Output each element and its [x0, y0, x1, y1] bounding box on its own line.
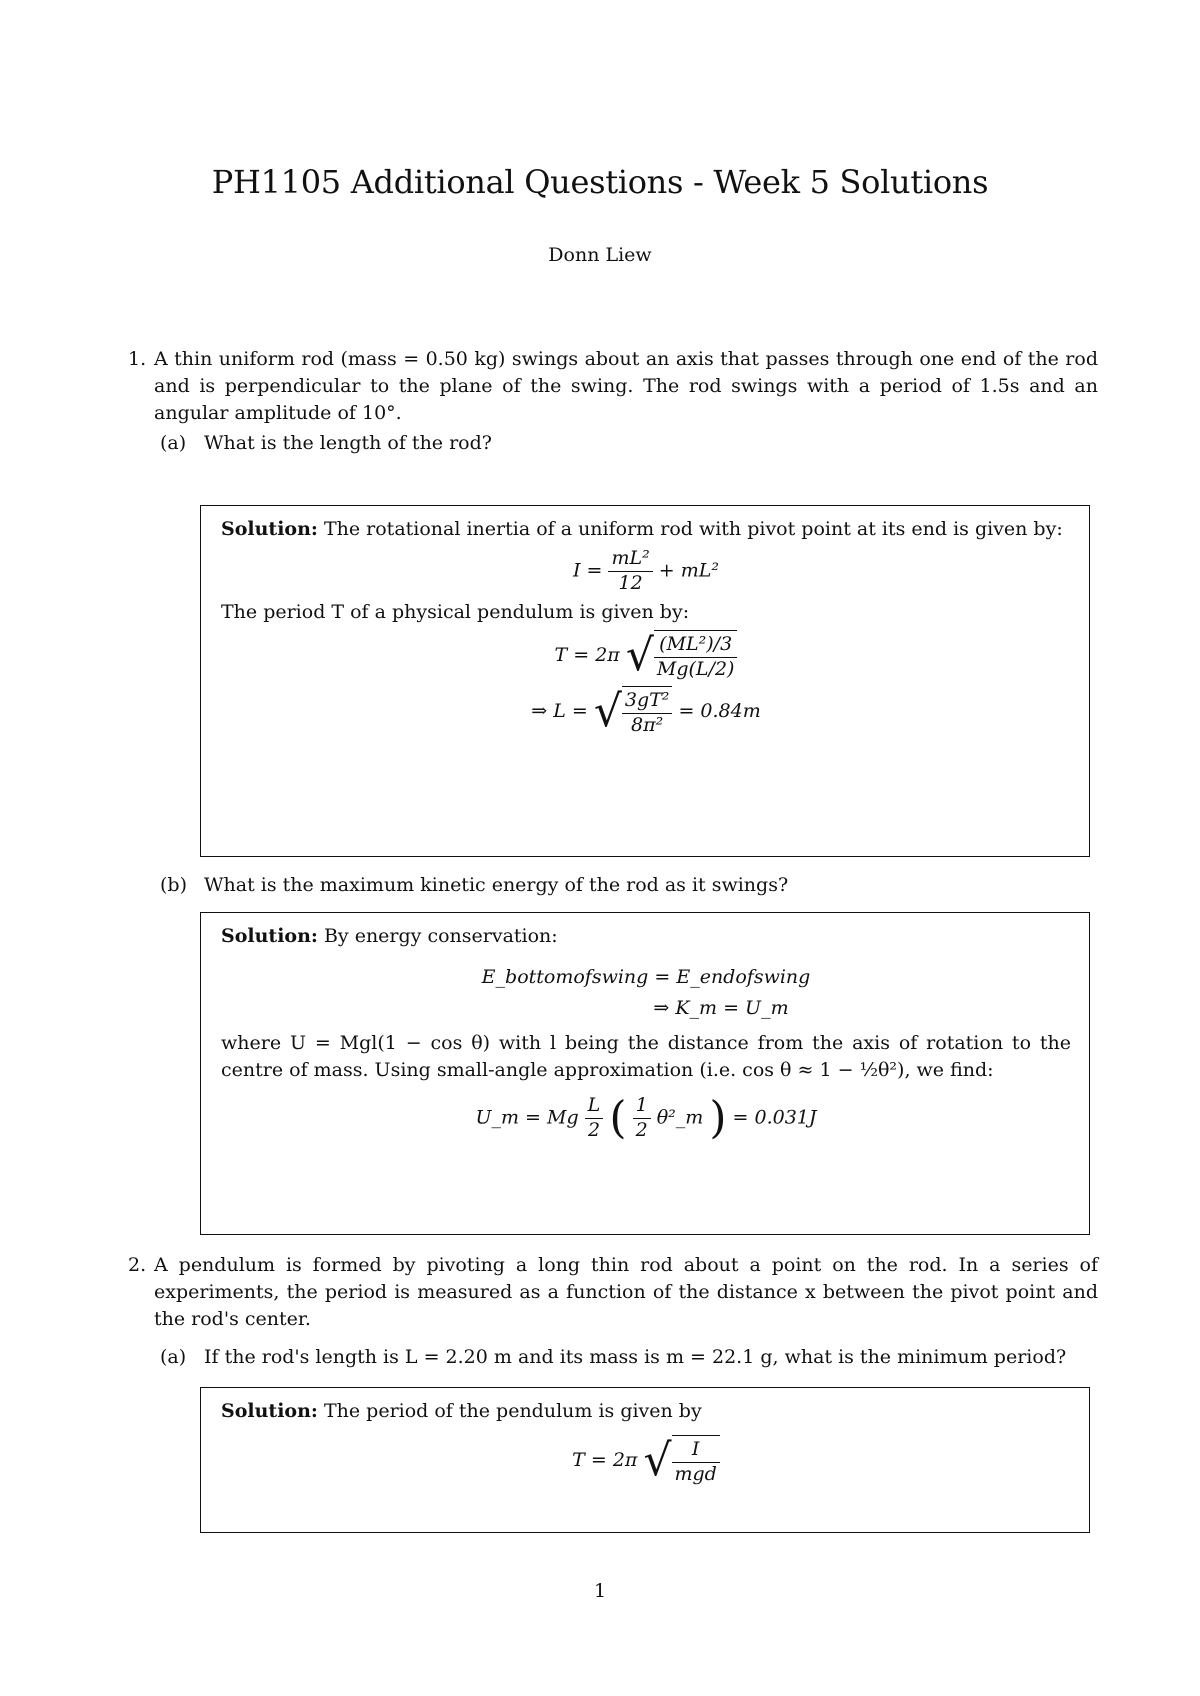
- question-number: 2.: [128, 1254, 147, 1276]
- part-label: (a): [160, 1346, 187, 1368]
- document-title: PH1105 Additional Questions - Week 5 Solutions: [211, 163, 989, 201]
- solution-box-1b: [200, 912, 1090, 1235]
- equation-length-result: ⇒ L = √ $\frac{\text{3gT²}}{\text{8π²}}$ = 0.84m: [531, 685, 761, 737]
- solution-box-2a: [200, 1387, 1090, 1533]
- solution-box-1a: [200, 505, 1090, 857]
- part-text: What is the length of the rod?: [204, 432, 492, 454]
- question-1: [128, 346, 1098, 427]
- question-2: [128, 1252, 1098, 1333]
- question-text: A thin uniform rod (mass = 0.50 kg) swings about an axis that passes through one end of the rod and is perpendicular to the plane of the swing. The rod swings with a period of 1.5s and an angular amplitude of 10°.: [154, 348, 1098, 424]
- solution-heading: Solution:: [221, 1400, 318, 1422]
- solution-text: where U = Mgl(1 − cos θ) with l being the distance from the axis of rotation to the centre of mass. Using small-angle approximation (i.e. cos θ ≈ 1 − ½θ²), we find:: [221, 1031, 1071, 1081]
- equation-rotational-inertia: I = $\frac{\text{mL²}}{12}$ + mL²: [572, 546, 720, 594]
- solution-text: By energy conservation:: [323, 925, 558, 947]
- question-1a: [160, 430, 1098, 457]
- equation-kinetic-potential: ⇒ K_m = U_m: [653, 996, 789, 1019]
- page-number: 1: [593, 1580, 607, 1602]
- part-text: What is the maximum kinetic energy of the rod as it swings?: [204, 874, 789, 896]
- question-text: A pendulum is formed by pivoting a long thin rod about a point on the rod. In a series of experiments, the period is measured as a function of the distance x between the pivot point and the rod's center.: [154, 1254, 1098, 1330]
- part-label: (a): [160, 432, 187, 454]
- part-text: If the rod's length is L = 2.20 m and its mass is m = 22.1 g, what is the minimum period?: [204, 1346, 1067, 1368]
- solution-text: The rotational inertia of a uniform rod with pivot point at its end is given by:: [323, 518, 1063, 540]
- author-name: Donn Liew: [548, 244, 652, 266]
- solution-heading: Solution:: [221, 925, 318, 947]
- equation-pendulum-period: T = 2π √ $\frac{I}{\text{mgd}}$: [221, 1435, 1071, 1487]
- solution-text: The period of the pendulum is given by: [323, 1400, 702, 1422]
- equation-energy-conservation: E_bottomofswing = E_endofswing: [481, 965, 811, 988]
- solution-heading: Solution:: [221, 518, 318, 540]
- question-number: 1.: [128, 348, 147, 370]
- equation-period: T = 2π √ $\frac{\text{(ML²)/3}}{Mg(L/2)}$: [221, 630, 1071, 682]
- part-label: (b): [160, 874, 187, 896]
- equation-potential-result: U_m = Mg $\frac{L}{2}$ ( $\frac{1}{2}$ θ²_m ) = 0.031J: [475, 1092, 817, 1144]
- solution-text: The period T of a physical pendulum is given by:: [221, 601, 690, 624]
- question-2a: [160, 1344, 1098, 1371]
- question-1b: [160, 872, 1098, 899]
